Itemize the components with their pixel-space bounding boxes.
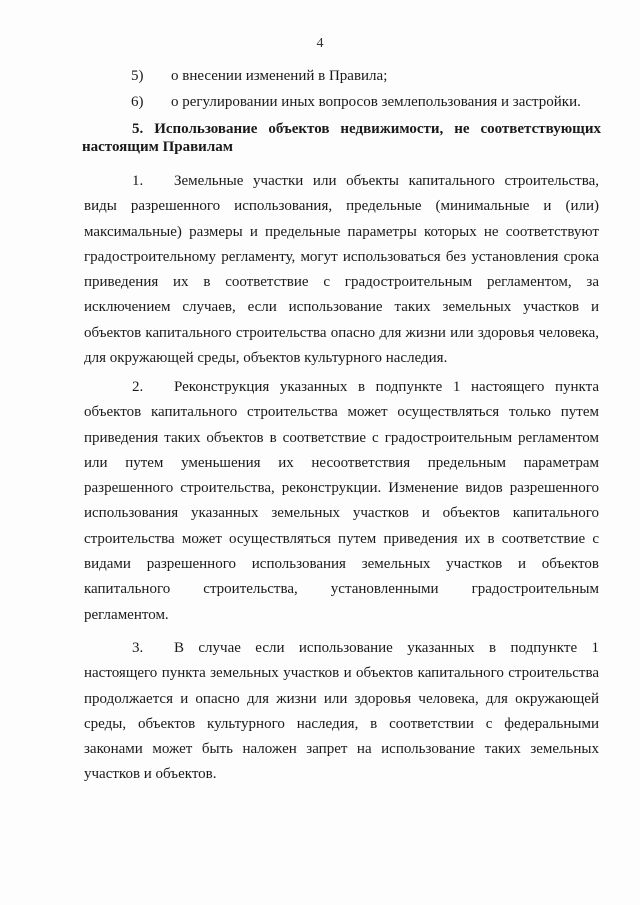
list-item-text: о внесении изменений в Правила; xyxy=(171,68,388,84)
paragraph-text: Земельные участки или объекты капитального строительства, виды разрешенного использования, предельные (минимальные и (или) максимальные) размеры и предельные параметры которых не соответствуют градостроительному регламенту, могут использоваться без установления срока приведения их в соответствие с градостроительным регламентом, за исключением случаев, если использование таких земельных участков и объектов капитального строительства опасно для жизни или здоровья человека, для окружающей среды, объектов культурного наследия. xyxy=(84,173,599,367)
section-heading-line-1: 5. Использование объектов недвижимости, не соответствующих xyxy=(132,121,601,137)
page-number: 4 xyxy=(316,36,324,51)
paragraph-number: 3. xyxy=(132,640,144,656)
paragraph-number: 1. xyxy=(132,173,144,189)
section-heading-line-2: настоящим Правилам xyxy=(82,139,233,155)
list-item-number: 5) xyxy=(131,68,144,84)
list-item xyxy=(131,68,387,85)
list-item xyxy=(131,94,581,111)
paragraph-3 xyxy=(84,636,599,788)
section-heading xyxy=(82,120,601,156)
paragraph-text: Реконструкция указанных в подпункте 1 настоящего пункта объектов капитального строительства может осуществляться только путем приведения таких объектов в соответствие с градостроительным регламентом или путем уменьшения их несоответствия предельным параметрам разрешенного строительства, реконструкции. Изменение видов разрешенного использования указанных земельных участков и объектов капитального строительства может осуществляться путем приведения их в соответствие с видами разрешенного использования земельных участков и объектов капитального строительства, установленными градостроительным регламентом. xyxy=(84,379,599,623)
list-item-text: о регулировании иных вопросов землепользования и застройки. xyxy=(171,94,581,110)
list-item-number: 6) xyxy=(131,94,144,110)
paragraph-1 xyxy=(84,169,599,371)
paragraph-number: 2. xyxy=(132,379,144,395)
paragraph-2 xyxy=(84,375,599,628)
paragraph-text: В случае если использование указанных в подпункте 1 настоящего пункта земельных участков и объектов капитального строительства продолжается и опасно для жизни или здоровья человека, для окружающей среды, объектов культурного наследия, в соответствии с федеральными законами может быть наложен запрет на использование таких земельных участков и объектов. xyxy=(84,640,599,783)
